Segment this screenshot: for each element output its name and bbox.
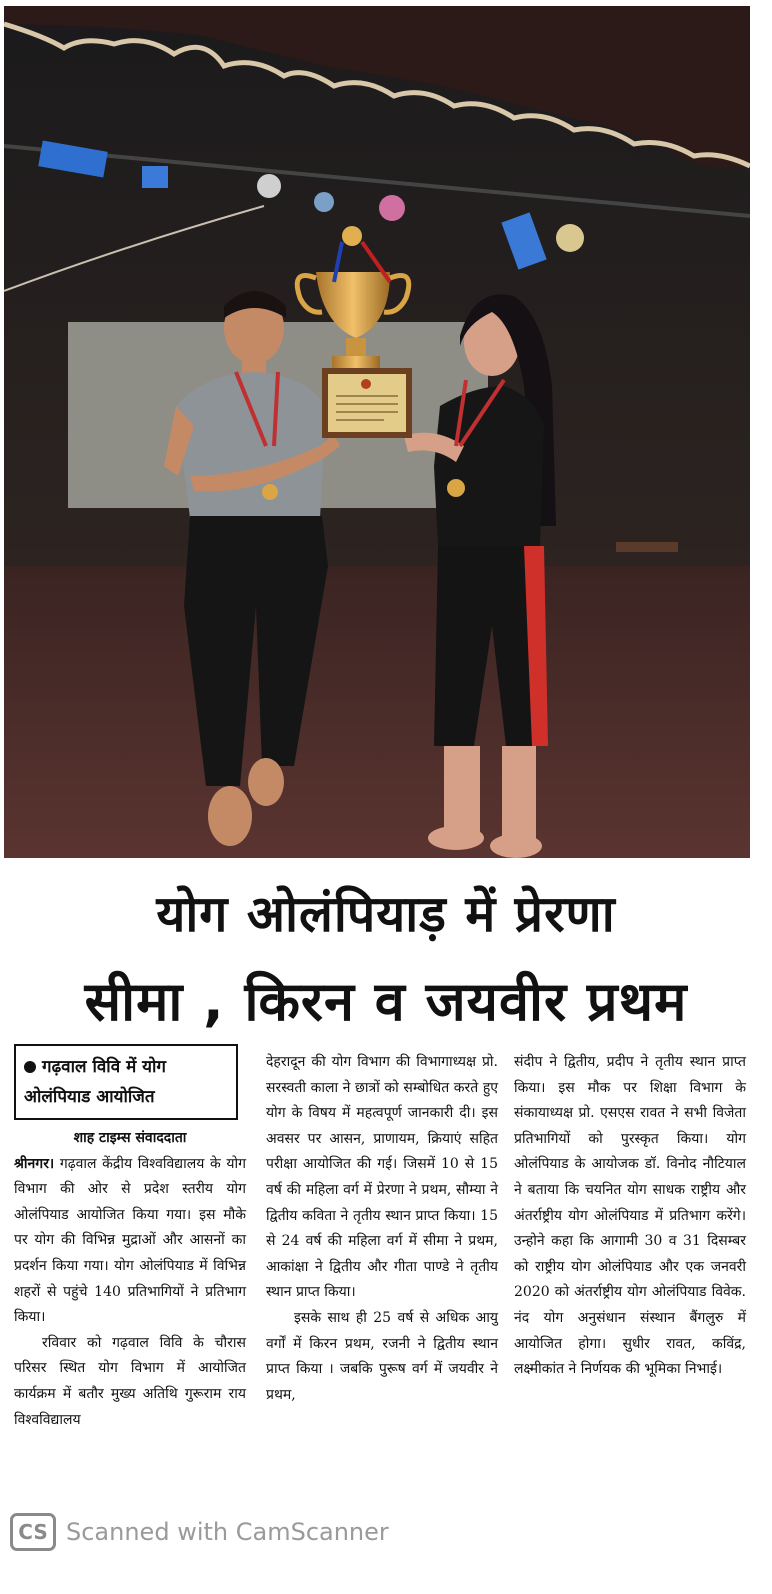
article-column-2 bbox=[266, 1050, 498, 1408]
bullet-icon bbox=[24, 1061, 36, 1073]
article-column-3 bbox=[514, 1050, 746, 1383]
column-2-para-2: इसके साथ ही 25 वर्ष से अधिक आयु वर्गों में किरन प्रथम, रजनी ने द्वितीय स्थान प्राप्त किया । जबकि पुरूष वर्ग में जयवीर ने प्रथम, bbox=[266, 1309, 498, 1403]
photo-illustration bbox=[4, 6, 750, 858]
column-2-para-1: देहरादून की योग विभाग की विभागाध्यक्ष प्रो. सरस्वती काला ने छात्रों को सम्बोधित करते हुए योग के विषय में महत्वपूर्ण जानकारी दी। इस अवसर पर आसन, प्राणायम, क्रियाएं सहित परीक्षा आयोजित की गई। जिसमें 10 से 15 वर्ष की महिला वर्ग में प्रेरणा ने प्रथम, सौम्या ने द्वितीय कविता ने तृतीय स्थान प्राप्त किया। 15 से 24 वर्ष की महिला वर्ग में सीमा ने प्रथम, आकांक्षा ने द्वितीय और गीता पाण्डे ने तृतीय स्थान प्राप्त किया। bbox=[266, 1054, 498, 1301]
column-1-para-1: श्रीनगर। गढ़वाल केंद्रीय विश्वविद्यालय के योग विभाग की ओर से प्रदेश स्तरीय योग ओलंपियाड आयोजित किया गया। इस मौके पर योग की विभिन्न मुद्राओं और आसनों का प्रदर्शन किया गया। योग ओलंपियाड में विभिन्न शहरों से पहुंचे 140 प्रतिभागियों ने प्रतिभाग किया। bbox=[14, 1155, 247, 1326]
article-column-1 bbox=[14, 1126, 246, 1433]
column-3-para-1: संदीप ने द्वितीय, प्रदीप ने तृतीय स्थान प्राप्त किया। इस मौक पर शिक्षा विभाग के संकायाध्यक्ष प्रो. एसएस रावत ने सभी विजेता प्रतिभागियों को पुरस्कृत किया। योग ओलंपियाड के आयोजक डॉ. विनोद नौटियाल ने बताया कि चयनित योग साधक राष्ट्रीय और अंतर्राष्ट्रीय योग ओलंपियाड में प्रतिभाग करेंगे। उन्होने कहा कि आगामी 30 व 31 दिसम्बर को राष्ट्रीय योग ओलंपियाड और एक जनवरी 2020 को अंतर्राष्ट्रीय योग ओलंपियाड विवेक. नंद योग अनुसंधान संस्थान बैंगलुरु में आयोजित होगा। सुधीर रावत, कविंद्र, लक्ष्मीकांत ने निर्णयक की भूमिका निभाई। bbox=[514, 1054, 746, 1378]
headline-line-1: योग ओलंपियाड़ में प्रेरणा bbox=[156, 885, 616, 943]
camscanner-logo-icon: CS bbox=[10, 1513, 56, 1551]
headline-line-2: सीमा , किरन व जयवीर प्रथम bbox=[84, 970, 688, 1033]
camscanner-watermark bbox=[10, 1510, 389, 1554]
certificate-plaque bbox=[322, 368, 412, 438]
column-1-para-2: रविवार को गढ़वाल विवि के चौरास परिसर स्थित योग विभाग में आयोजित कार्यक्रम में बतौर मुख्य अतिथि गुरूराम राय विश्वविद्यालय bbox=[14, 1334, 246, 1428]
subheading-box bbox=[14, 1044, 238, 1120]
news-photo bbox=[4, 6, 750, 858]
byline: शाह टाइम्स संवाददाता bbox=[73, 1130, 187, 1146]
subheading-text: गढ़वाल विवि में योग ओलंपियाड आयोजित bbox=[24, 1057, 166, 1107]
dateline: श्रीनगर। bbox=[14, 1155, 55, 1172]
camscanner-text: Scanned with CamScanner bbox=[66, 1518, 389, 1546]
